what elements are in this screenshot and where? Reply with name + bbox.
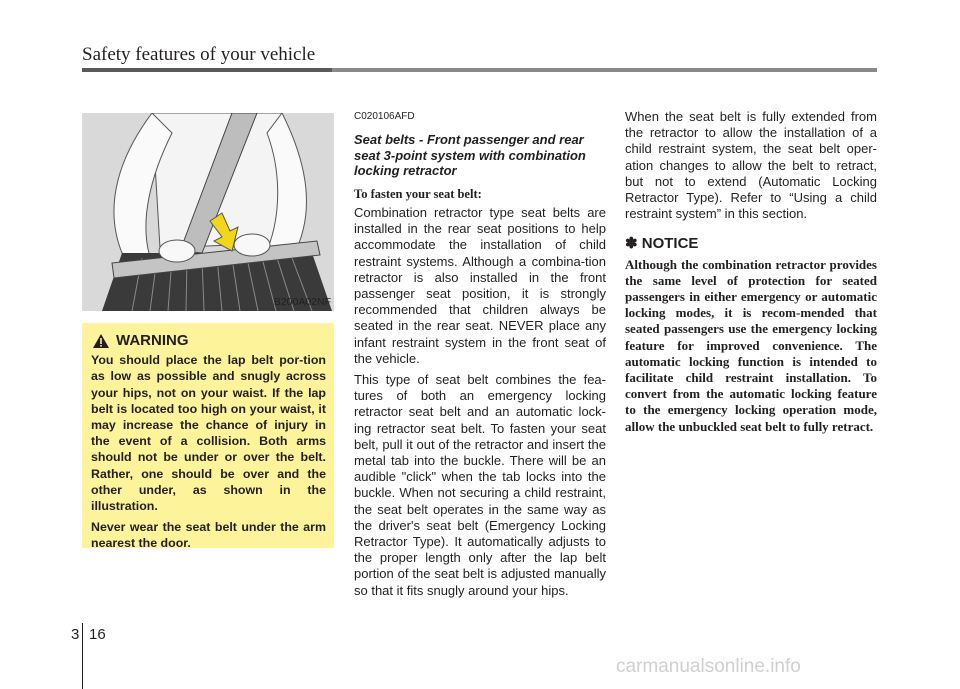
watermark: carmanualsonline.info (616, 656, 801, 677)
notice-body: Although the combination retractor provides the same level of protection for seated passengers in either emergency or automatic locking modes, it is recom-mended that seated passengers use the emergency locking feature for improved convenience. The automatic locking function is intended to facilitate child restraint installation. To convert from the automatic locking feature to the emergency locking operation mode, allow the unbuckled seat belt to fully retract. (625, 256, 877, 434)
body-paragraph: Combination retractor type seat belts are installed in the rear seat positions to help accommodate the installation of child restraint systems. Although a combina-tion retractor is also installed in the front passenger seat position, it is strongly recommended that children always be seated in the rear seat. NEVER place any infant restraint system in the front seat of the vehicle. (354, 204, 606, 366)
illustration-code: B200A02NF (273, 296, 331, 308)
footer-rule (82, 623, 83, 689)
page-header-title: Safety features of your vehicle (82, 44, 316, 65)
text-column-right (625, 109, 877, 435)
section-title: Seat belts - Front passenger and rear seat 3-point system with combination locking retractor (354, 132, 586, 179)
warning-header (92, 333, 326, 349)
warning-box (82, 323, 334, 551)
warning-paragraph: You should place the lap belt por-tion as low as possible and snugly across your hips, not on your waist. If the lap belt is located too high on your waist, it may increase the chance of injury in the event of a collision. Both arms should not be under or over the belt. Rather, one should be over and the other under, as shown in the illustration. (91, 353, 326, 514)
page-number: 16 (89, 626, 106, 643)
seatbelt-illustration (82, 113, 334, 311)
body-paragraph: This type of seat belt combines the fea-tures of both an emergency locking retractor seat belt and an automatic lock-ing retractor seat belt. To fasten your seat belt, pull it out of the retractor and insert the metal tab into the buckle. There will be an audible "click" when the tab locks into the buckle. When not securing a child restraint, the seat belt operates in the same way as the driver's seat belt (Emergency Locking Retractor Type). It automatically adjusts to the proper length only after the lap belt portion of the seat belt is adjusted manually so that it fits snugly around your hips. (354, 371, 606, 598)
warning-paragraph: Never wear the seat belt under the arm nearest the door. (91, 520, 326, 551)
fasten-heading: To fasten your seat belt: (354, 186, 482, 201)
text-column-middle (354, 109, 606, 604)
notice-title: ✽ NOTICE (625, 235, 699, 253)
chapter-number: 3 (71, 626, 80, 643)
warning-triangle-icon (92, 333, 110, 349)
body-paragraph: When the seat belt is fully extended from the retractor to allow the installation of a child restraint system, the seat belt oper-ation changes to allow the belt to retract, but not to extend (Automatic Locking Retractor Type). Refer to “Using a child restraint system” in this section. (625, 109, 877, 222)
warning-title: WARNING (116, 332, 189, 349)
section-code: C020106AFD (354, 111, 415, 122)
seatbelt-drawing (82, 113, 334, 311)
header-rule (82, 68, 877, 72)
